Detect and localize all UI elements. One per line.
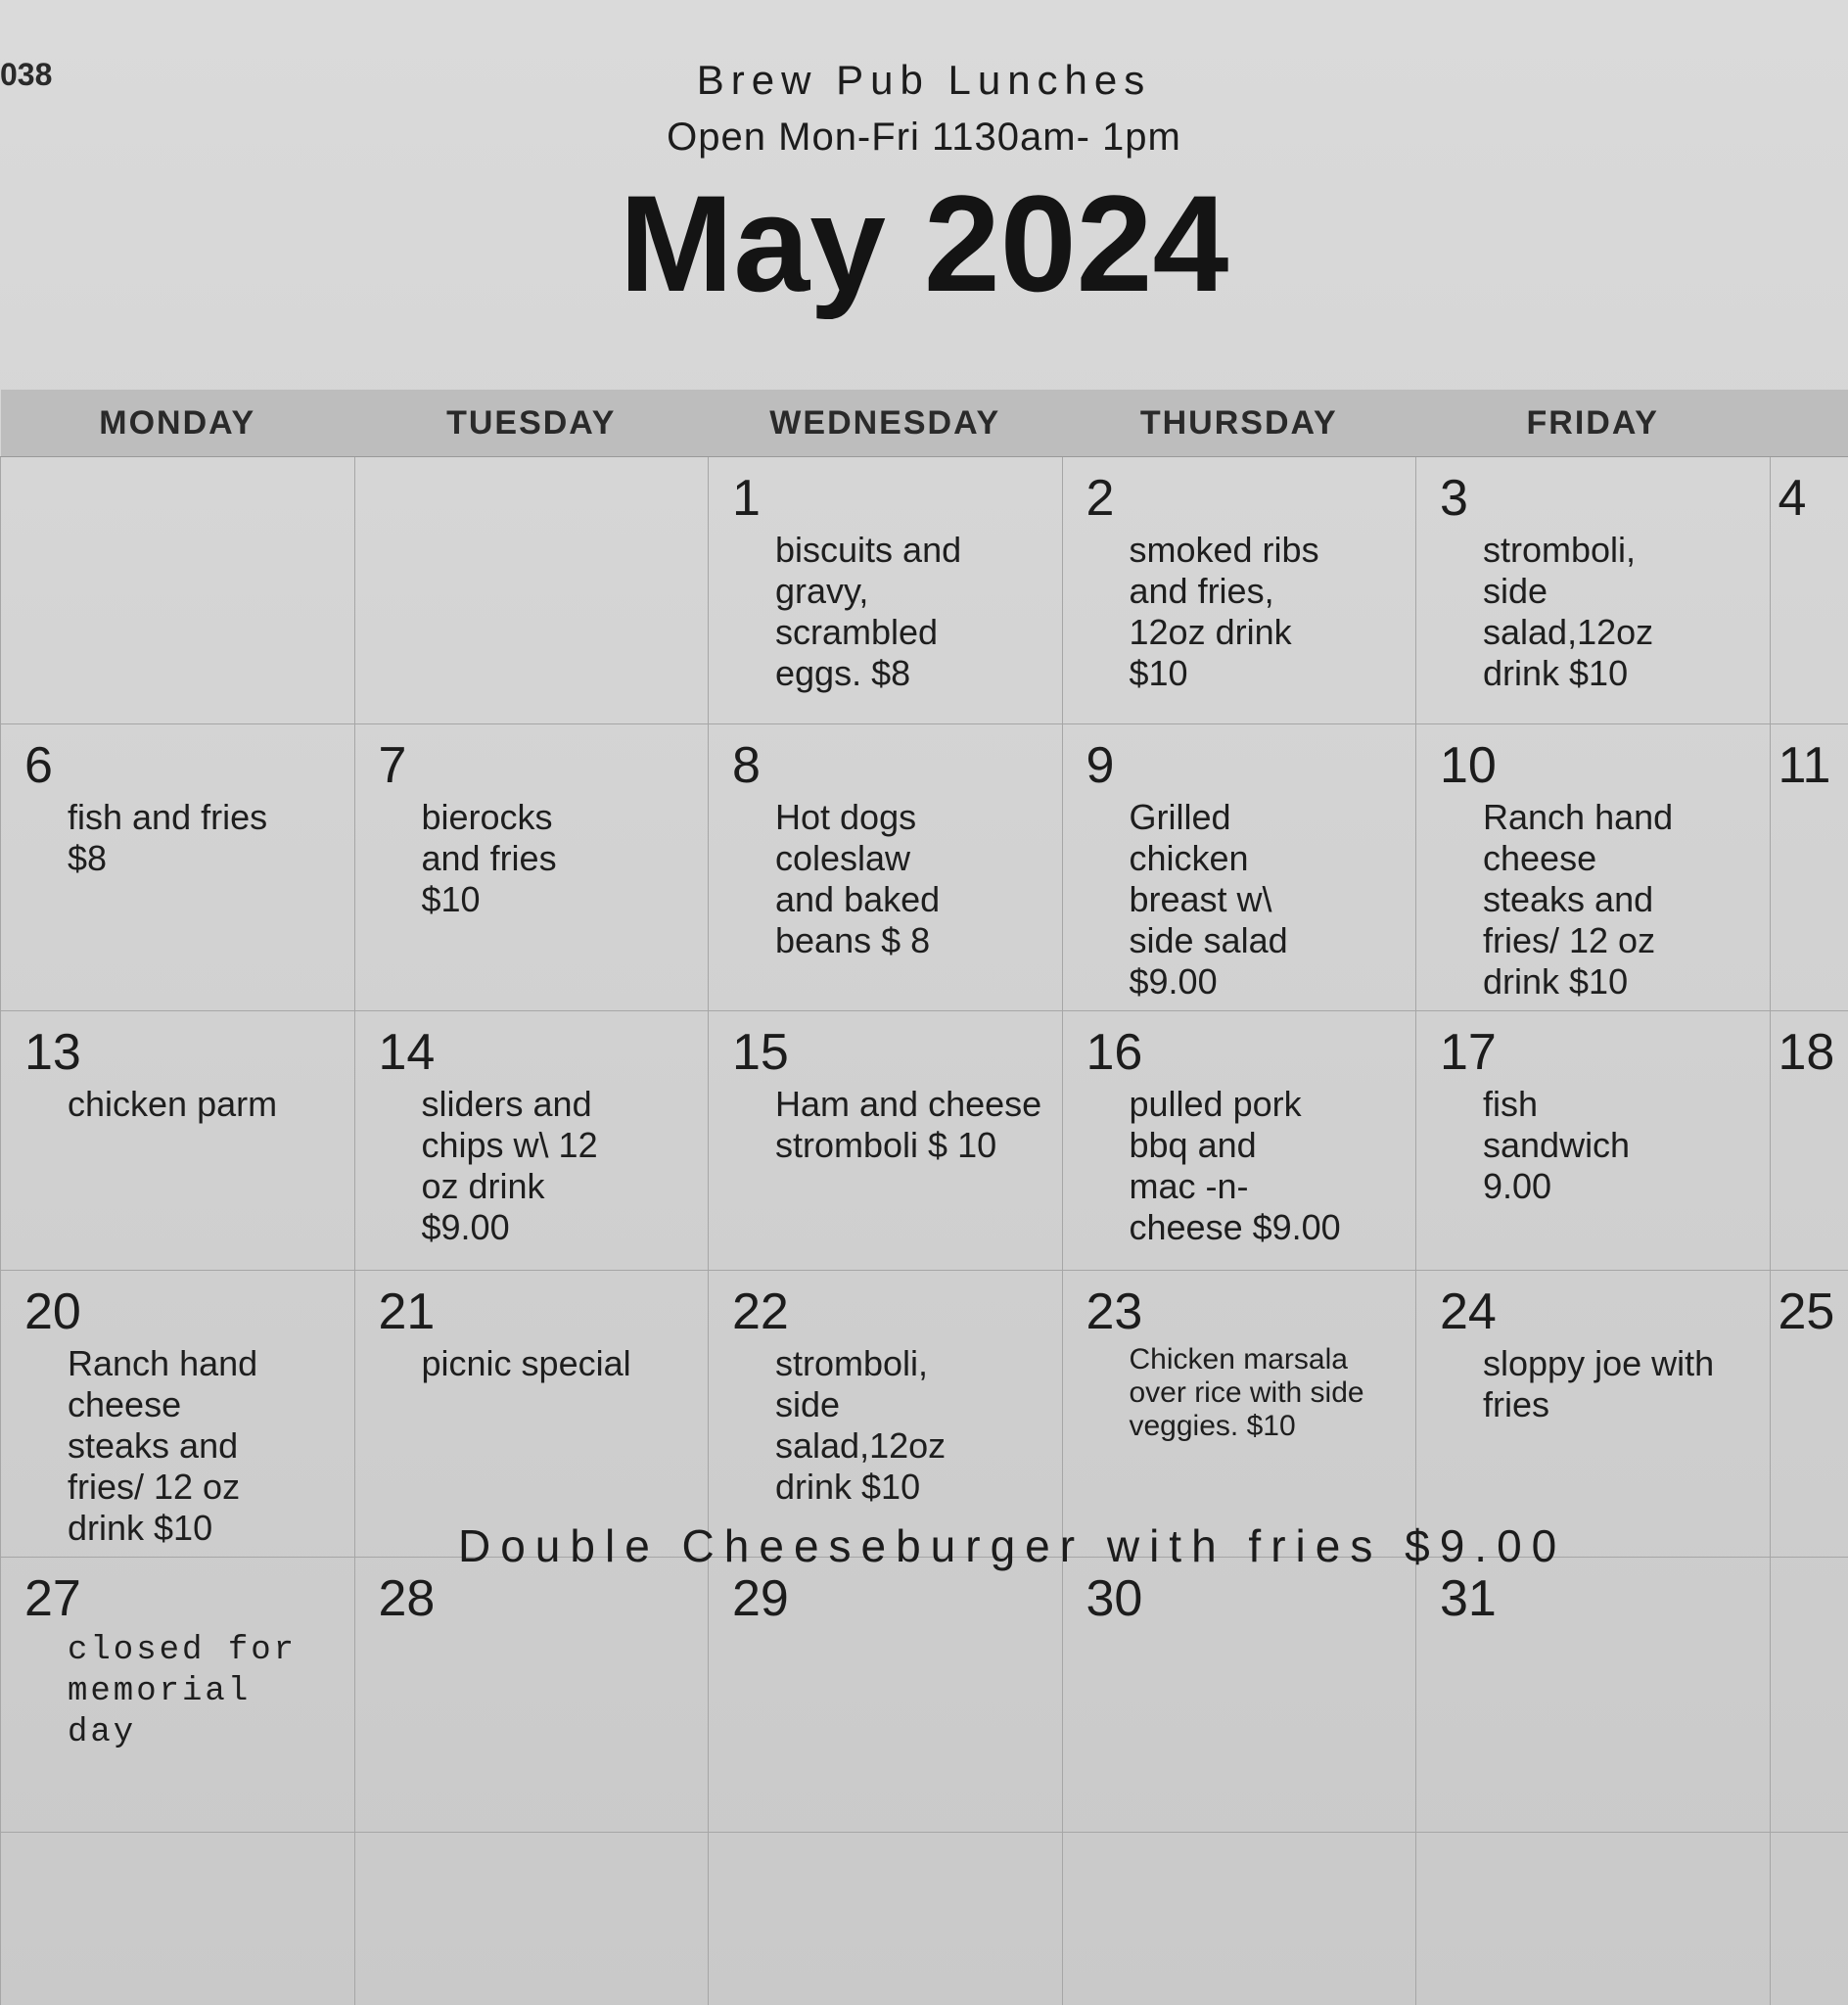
day-number: 28 <box>378 1570 436 1627</box>
day-number: 25 <box>1778 1283 1835 1340</box>
weekday-header-row <box>1 390 1848 457</box>
weekday-wednesday: WEDNESDAY <box>709 390 1063 457</box>
day-number: 16 <box>1086 1024 1143 1081</box>
day-number: 9 <box>1086 737 1115 794</box>
day-cell <box>1 724 355 1011</box>
day-cell-weekend <box>1770 1271 1848 1558</box>
week-row <box>1 1558 1848 1833</box>
day-cell <box>1416 457 1771 724</box>
empty-cell <box>1 1833 355 2005</box>
day-number: 20 <box>24 1283 81 1340</box>
day-number: 4 <box>1778 470 1807 527</box>
day-cell <box>1416 1271 1771 1558</box>
weekday-thursday: THURSDAY <box>1062 390 1416 457</box>
menu-text: pulled pork bbq and mac -n- cheese $9.00 <box>1129 1084 1341 1247</box>
day-number: 17 <box>1440 1024 1497 1081</box>
day-number: 30 <box>1086 1570 1143 1627</box>
day-number: 24 <box>1440 1283 1497 1340</box>
opening-hours: Open Mon-Fri 1130am- 1pm <box>667 116 1181 159</box>
day-number: 11 <box>1778 737 1831 794</box>
day-number: 14 <box>378 1024 436 1081</box>
day-cell <box>354 724 709 1011</box>
menu-text: bierocks and fries $10 <box>421 797 557 919</box>
day-cell <box>1062 457 1416 724</box>
day-number: 31 <box>1440 1570 1497 1627</box>
menu-text: fish sandwich 9.00 <box>1483 1084 1631 1206</box>
pub-title: Brew Pub Lunches <box>696 57 1152 103</box>
week-row <box>1 457 1848 724</box>
day-cell <box>354 1271 709 1558</box>
empty-week-row <box>1 1833 1848 2005</box>
day-cell <box>354 1011 709 1271</box>
day-cell <box>709 1271 1063 1558</box>
day-cell <box>1 1558 355 1833</box>
day-number: 29 <box>732 1570 789 1627</box>
day-cell-weekend <box>1770 1558 1848 1833</box>
day-cell <box>1416 1011 1771 1271</box>
day-cell <box>354 457 709 724</box>
day-number: 3 <box>1440 470 1468 527</box>
day-number: 13 <box>24 1024 81 1081</box>
menu-text: sliders and chips w\ 12 oz drink $9.00 <box>421 1084 598 1247</box>
day-number: 8 <box>732 737 761 794</box>
menu-text: fish and fries $8 <box>68 797 268 878</box>
weekday-edge <box>1770 390 1848 457</box>
day-cell <box>1416 724 1771 1011</box>
weekday-tuesday: TUESDAY <box>354 390 709 457</box>
day-cell <box>709 457 1063 724</box>
menu-text: biscuits and gravy, scrambled eggs. $8 <box>775 530 962 693</box>
day-number: 15 <box>732 1024 789 1081</box>
empty-cell <box>1416 1833 1771 2005</box>
menu-text: Ham and cheese stromboli $ 10 <box>775 1084 1042 1165</box>
day-number: 6 <box>24 737 53 794</box>
day-cell-weekend <box>1770 724 1848 1011</box>
menu-text: Ranch hand cheese steaks and fries/ 12 oz drink $10 <box>68 1343 258 1548</box>
day-cell <box>1062 1558 1416 1833</box>
day-number: 27 <box>24 1570 81 1627</box>
day-number: 22 <box>732 1283 789 1340</box>
menu-text: sloppy joe with fries <box>1483 1343 1715 1424</box>
day-cell-weekend <box>1770 457 1848 724</box>
day-cell <box>709 1011 1063 1271</box>
empty-cell <box>709 1833 1063 2005</box>
day-cell <box>1 1271 355 1558</box>
week-row <box>1 1271 1848 1558</box>
empty-cell <box>1062 1833 1416 2005</box>
day-cell-weekend <box>1770 1011 1848 1271</box>
day-number: 23 <box>1086 1283 1143 1340</box>
weekday-friday: FRIDAY <box>1416 390 1771 457</box>
menu-text: picnic special <box>421 1343 631 1383</box>
menu-text: stromboli, side salad,12oz drink $10 <box>775 1343 947 1507</box>
day-cell <box>709 724 1063 1011</box>
day-cell <box>1062 1011 1416 1271</box>
day-cell <box>709 1558 1063 1833</box>
menu-text: Grilled chicken breast w\ side salad $9.00 <box>1129 797 1288 1002</box>
day-cell <box>1416 1558 1771 1833</box>
menu-text: Hot dogs coleslaw and baked beans $ 8 <box>775 797 941 960</box>
day-number: 2 <box>1086 470 1115 527</box>
menu-text: closed for memorial day <box>68 1632 298 1751</box>
empty-cell <box>1770 1833 1848 2005</box>
day-number: 7 <box>378 737 407 794</box>
corner-code: 038 <box>0 57 53 92</box>
day-cell <box>354 1558 709 1833</box>
menu-text: chicken parm <box>68 1084 278 1124</box>
day-cell <box>1 457 355 724</box>
menu-text: Chicken marsala over rice with side veggies. $10 <box>1129 1343 1364 1442</box>
day-number: 21 <box>378 1283 436 1340</box>
menu-text: Ranch hand cheese steaks and fries/ 12 oz drink $10 <box>1483 797 1674 1002</box>
week-row <box>1 1011 1848 1271</box>
weekday-monday: MONDAY <box>1 390 355 457</box>
weekly-special-banner: Double Cheeseburger with fries $9.00 <box>458 1520 1567 1571</box>
day-cell <box>1062 724 1416 1011</box>
month-title: May 2024 <box>619 166 1229 320</box>
menu-text: stromboli, side salad,12oz drink $10 <box>1483 530 1654 693</box>
empty-cell <box>354 1833 709 2005</box>
week-row <box>1 724 1848 1011</box>
day-number: 10 <box>1440 737 1497 794</box>
menu-text: smoked ribs and fries, 12oz drink $10 <box>1129 530 1319 693</box>
day-cell <box>1 1011 355 1271</box>
day-number: 1 <box>732 470 761 527</box>
day-cell <box>1062 1271 1416 1558</box>
day-number: 18 <box>1778 1024 1835 1081</box>
calendar-grid <box>0 390 1848 2005</box>
